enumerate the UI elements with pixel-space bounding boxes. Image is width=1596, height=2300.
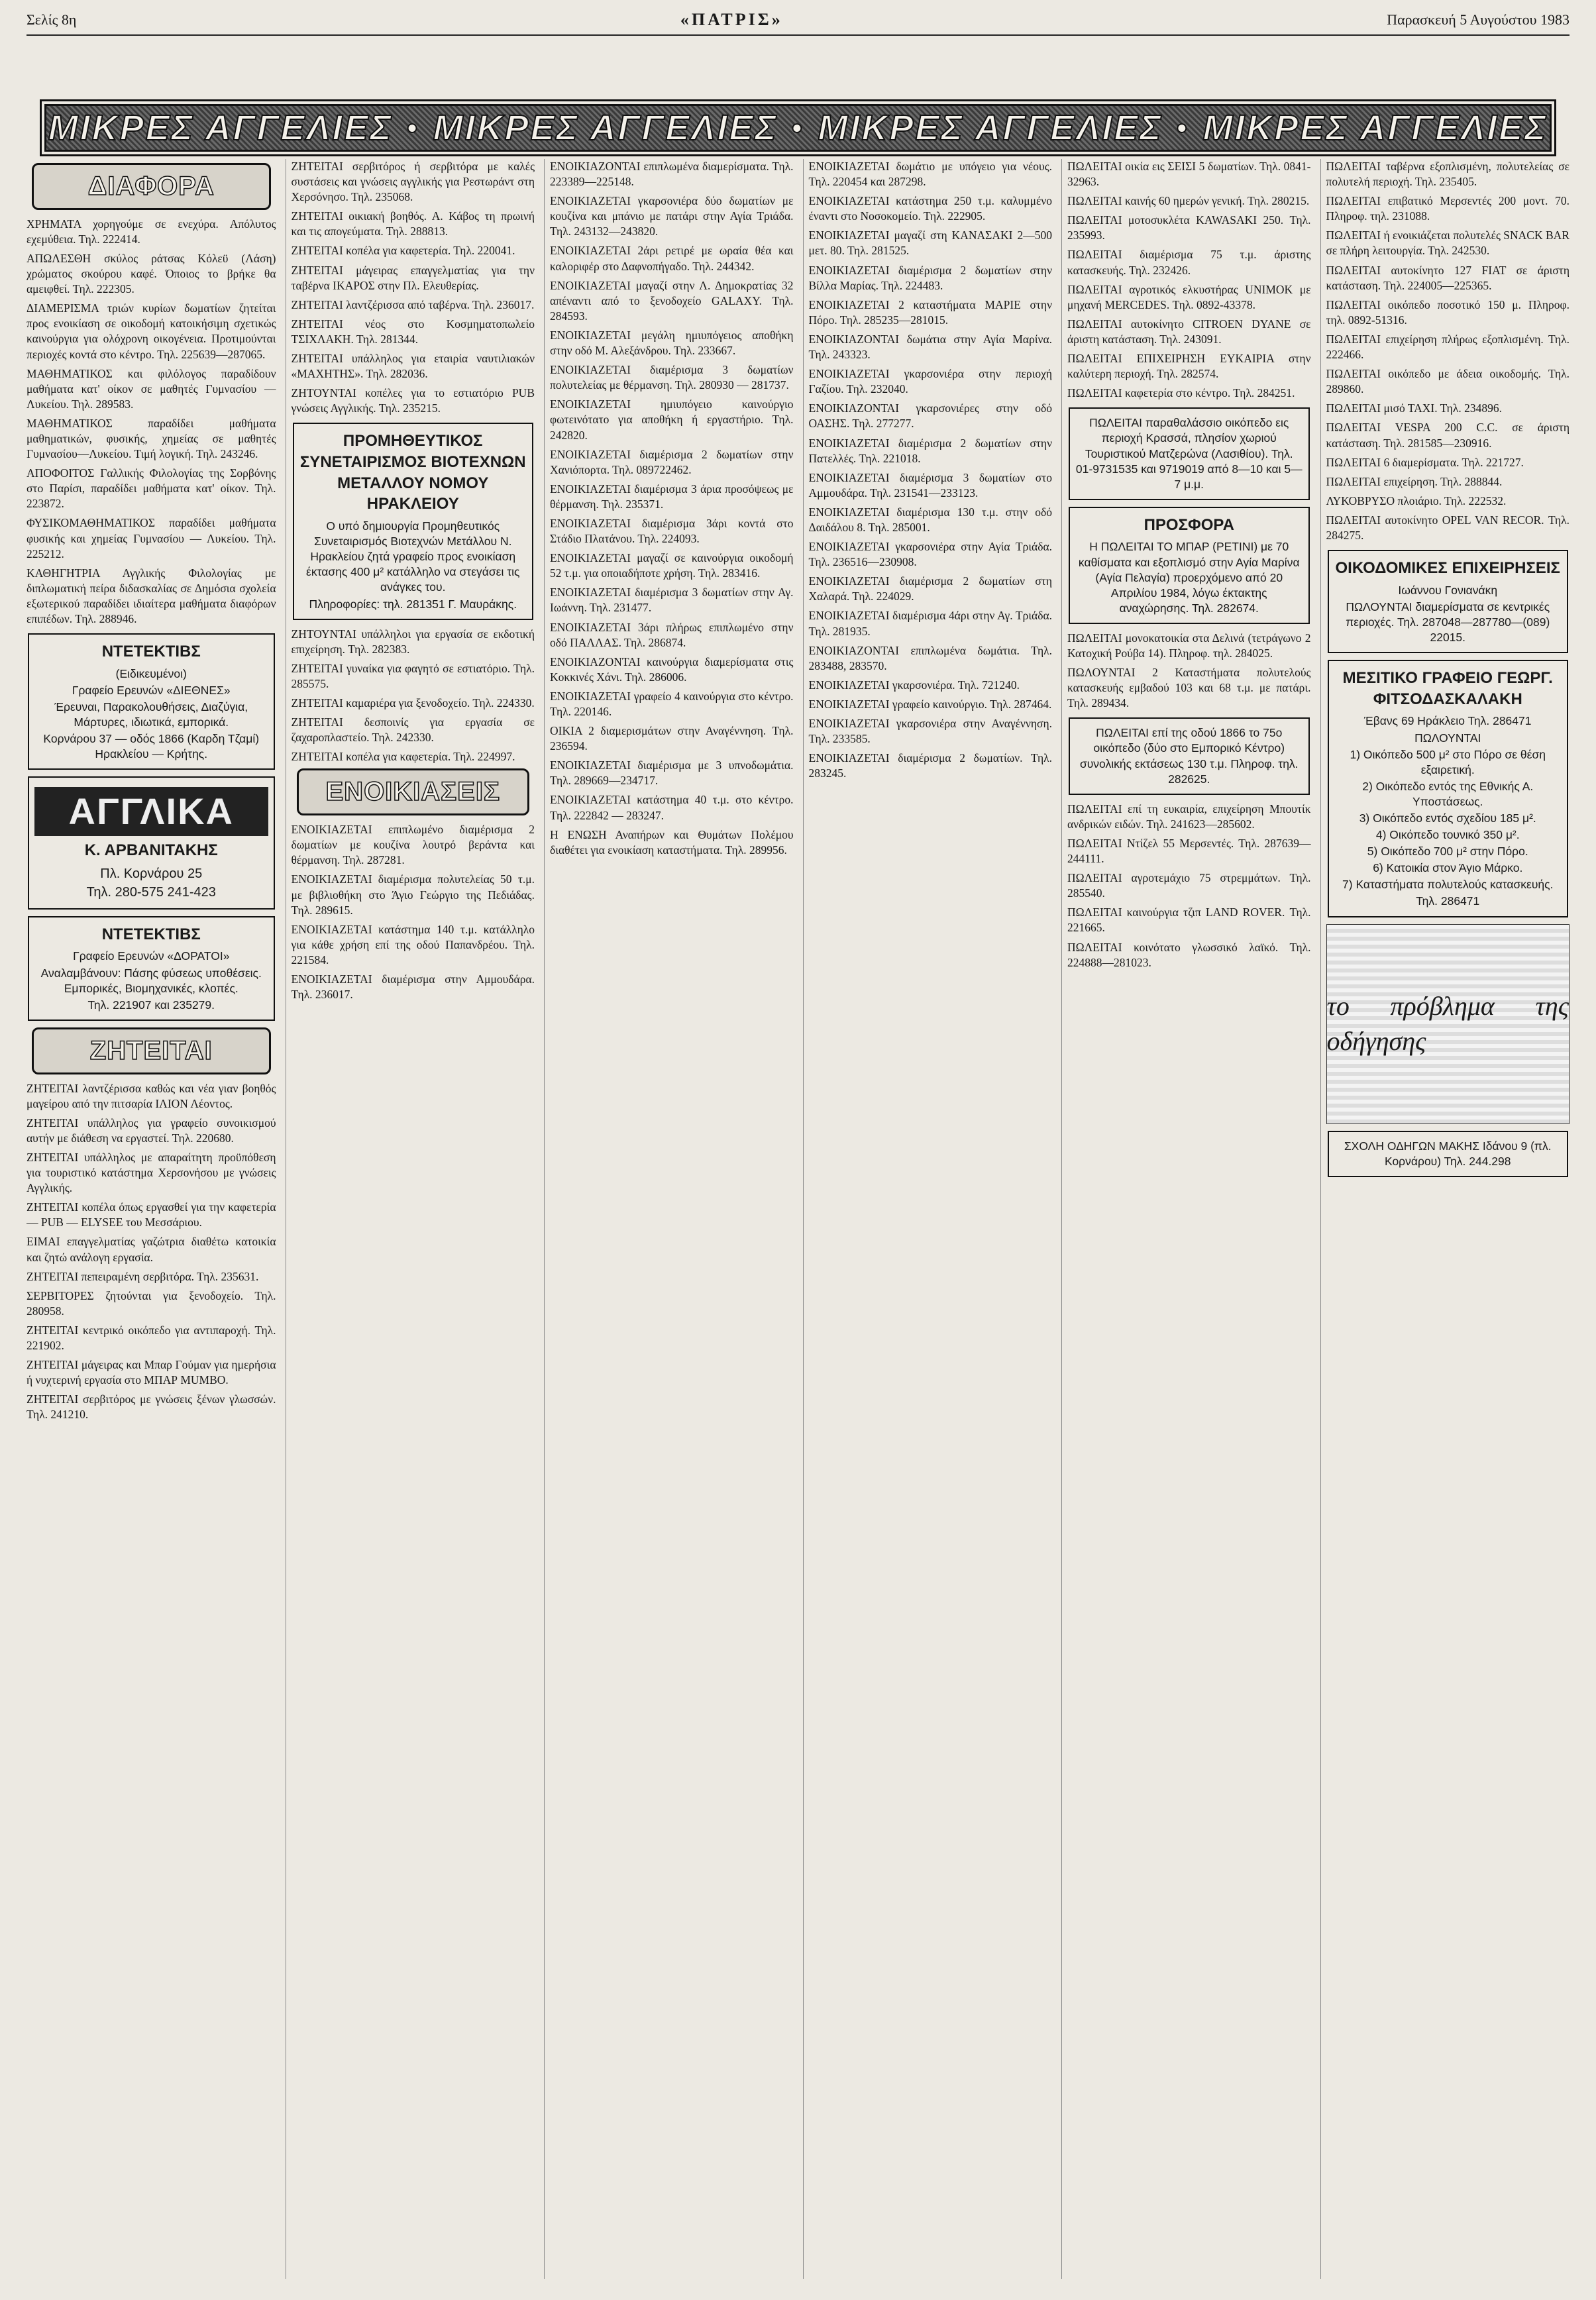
classified-ad: ΦΥΣΙΚΟΜΑΘΗΜΑΤΙΚΟΣ παραδίδει μαθήματα φυσικής και χημείας Γυμνασίου — Λυκείου. Τηλ. 225212. <box>27 516 276 560</box>
classified-ad: ΠΩΛΕΙΤΑΙ 6 διαμερίσματα. Τηλ. 221727. <box>1326 455 1524 469</box>
box-line: ΠΩΛΟΥΝΤΑΙ διαμερίσματα σε κεντρικές περιοχές. Τηλ. 287048—287780—(089) 22015. <box>1346 600 1550 645</box>
classified-ad: ΠΩΛΕΙΤΑΙ αυτοκίνητο OPEL VAN RECOR. Τηλ. 284275. <box>1326 513 1569 542</box>
box-line: 2) Οικόπεδο εντός της Εθνικής Α. Υποστάσεως. <box>1362 779 1534 808</box>
page-header <box>27 5 1569 36</box>
classified-ad: ΕΝΟΙΚΙΑΖΟΝΤΑΙ επιπλωμένα διαμερίσματα. Τηλ. 223389—225148. <box>550 160 794 189</box>
column-4 <box>803 159 1053 2279</box>
column-3 <box>544 159 794 2279</box>
box-title: ΠΡΟΣΦΟΡΑ <box>1144 515 1234 534</box>
page-number: Σελίς 8η <box>27 11 77 28</box>
english-lessons-box <box>28 776 275 909</box>
classified-ad: ΕΝΟΙΚΙΑΖΕΤΑΙ διαμέρισμα 2 δωματίων στη Χαλαρά. Τηλ. 224029. <box>808 574 1052 603</box>
seaside-plot-box <box>1069 407 1310 499</box>
classified-ad: ΔΙΑΜΕΡΙΣΜΑ τριών κυρίων δωματίων ζητείται προς ενοικίαση σε οικοδομή κατοικήσιμη σχετικώς καινούργια για ολόχρονη οικογένεια. Προτιμούνται περιοχές κοντά στο κέντρο. Τηλ. 225639—287065. <box>27 301 276 361</box>
classified-ad: ΖΗΤΕΙΤΑΙ μάγειρας και Μπαρ Γούμαν για ημερήσια ή νυχτερινή εργασία στο ΜΠΑΡ MUMBO. <box>27 1358 276 1387</box>
classified-ad: ΖΗΤΕΙΤΑΙ υπάλληλος για εταιρία ναυτιλιακών «ΜΑΧΗΤΗΣ». Τηλ. 282036. <box>291 352 535 381</box>
classified-ad: ΕΝΟΙΚΙΑΖΕΤΑΙ 2άρι ρετιρέ με ωραία θέα και καλοριφέρ στο Δαφνοπήγαδο. Τηλ. 244342. <box>550 244 794 273</box>
classifieds-columns <box>27 159 1569 2279</box>
classified-ad: ΕΝΟΙΚΙΑΖΕΤΑΙ διαμέρισμα 3άρι κοντά στο Στάδιο Πλατάνου. Τηλ. 224093. <box>550 516 794 546</box>
box-line: (Ειδικευμένοι) <box>115 666 187 680</box>
classified-ad: ΕΝΟΙΚΙΑΖΕΤΑΙ διαμέρισμα 3 άρια προσόψεως με θέρμανση. Τηλ. 235371. <box>550 482 794 511</box>
teacher-phones: Τηλ. 280-575 241-423 <box>86 885 216 900</box>
classified-ad: Η ΕΝΩΣΗ Αναπήρων και Θυμάτων Πολέμου διαθέτει για ενοικίαση καταστήματα. Τηλ. 289956. <box>550 827 794 857</box>
classified-ad: ΖΗΤΕΙΤΑΙ σερβιτόρος ή σερβιτόρα με καλές συστάσεις και γνώσεις αγγλικής για Ρεστωράντ στη Χερσόνησο. Τηλ. 235068. <box>291 160 535 204</box>
classified-ad: ΖΗΤΕΙΤΑΙ λαντζέρισσα από ταβέρνα. Τηλ. 236017. <box>291 297 535 311</box>
classified-ad: ΕΝΟΙΚΙΑΖΟΝΤΑΙ δωμάτια στην Αγία Μαρίνα. Τηλ. 243323. <box>808 332 1052 362</box>
classified-ad: ΕΝΟΙΚΙΑΖΕΤΑΙ διαμέρισμα 3 δωματίων πολυτελείας με θέρμανση. Τηλ. 280930 — 281737. <box>550 363 794 392</box>
column-2 <box>286 159 535 2279</box>
classified-ad: ΠΩΛΕΙΤΑΙ επί τη ευκαιρία, επιχείρηση Μπουτίκ ανδρικών ειδών. Τηλ. 241623—285602. <box>1067 802 1311 831</box>
box-line: Κορνάρου 37 — οδός 1866 (Καρδη Τζαμί) Ηρακλείου — Κρήτης. <box>43 732 260 761</box>
classified-ad: ΜΑΘΗΜΑΤΙΚΟΣ και φιλόλογος παραδίδουν μαθήματα κατ' οίκον σε μαθητές Γυμνασίου — Λυκείου. Τηλ. 289583. <box>27 366 276 411</box>
classified-ad: ΠΩΛΕΙΤΑΙ κοινότατο γλωσσικό λαϊκό. Τηλ. 224888—281023. <box>1067 940 1311 969</box>
classified-ad: ΚΑΘΗΓΗΤΡΙΑ Αγγλικής Φιλολογίας με διπλωματική πείρα διδασκαλίας σε Δημόσια σχολεία εξωτερικού παραδίδει ιδιαίτερα μαθήματα διαφόρων επιπέδων. Τηλ. 288946. <box>27 566 276 626</box>
classified-ad: ΕΝΟΙΚΙΑΖΕΤΑΙ διαμέρισμα 2 δωματίων στην Πατελλές. Τηλ. 221018. <box>808 436 1052 465</box>
metal-cooperative-box <box>293 423 534 619</box>
newspaper-title: «ΠΑΤΡΙΣ» <box>680 10 783 29</box>
classified-ad: ΕΝΟΙΚΙΑΖΕΤΑΙ γραφείο 4 καινούργια στο κέντρο. Τηλ. 220146. <box>550 689 794 718</box>
classified-ad: ΖΗΤΕΙΤΑΙ κεντρικό οικόπεδο για αντιπαροχή. Τηλ. 221902. <box>27 1323 276 1352</box>
classified-ad: ΣΕΡΒΙΤΟΡΕΣ ζητούνται για ξενοδοχείο. Τηλ. 280958. <box>27 1288 276 1318</box>
section-heading-wanted: ΖΗΤΕΙΤΑΙ <box>32 1027 271 1074</box>
classified-ad: ΠΩΛΕΙΤΑΙ καφετερία στο κέντρο. Τηλ. 284251. <box>1067 386 1295 400</box>
box-title: ΜΕΣΙΤΙΚΟ ΓΡΑΦΕΙΟ ΓΕΩΡΓ. ΦΙΤΣΟΔΑΣΚΑΛΑΚΗ <box>1342 669 1553 708</box>
classified-ad: ΕΝΟΙΚΙΑΖΕΤΑΙ διαμέρισμα 3 δωματίων στο Αμμουδάρα. Τηλ. 231541—233123. <box>808 470 1052 499</box>
classified-ad: ΕΝΟΙΚΙΑΖΕΤΑΙ μαγαζί στην Λ. Δημοκρατίας 32 απέναντι από το ξενοδοχείο GALAXY. Τηλ. 284593. <box>550 278 794 323</box>
box-line: Έρευναι, Παρακολουθήσεις, Διαζύγια, Μάρτυρες, ιδιωτικά, εμπορικά. <box>54 700 248 729</box>
box-line: Αναλαμβάνουν: Πάσης φύσεως υποθέσεις. Εμπορικές, Βιομηχανικές, κλοπές. <box>40 966 262 995</box>
classified-ad: ΧΡΗΜΑΤΑ χορηγούμε σε ενεχύρα. Απόλυτος εχεμύθεια. Τηλ. 222414. <box>27 217 276 246</box>
classified-ad: ΕΝΟΙΚΙΑΖΕΤΑΙ διαμέρισμα πολυτελείας 50 τ.μ. με βιβλιοθήκη στο Άγιο Γεώργιο της Πεδιάδας. Τηλ. 289615. <box>291 872 535 917</box>
classified-ad: ΠΩΛΕΙΤΑΙ καινής 60 ημερών γενική. Τηλ. 280215. <box>1067 194 1310 208</box>
section-heading-misc: ΔΙΑΦΟΡΑ <box>32 163 271 210</box>
plot-1866-box <box>1069 717 1310 794</box>
classified-ad: ΖΗΤΕΙΤΑΙ οικιακή βοηθός. Α. Κάβος τη πρωινή και τις απογεύματα. Τηλ. 288813. <box>291 209 535 238</box>
classified-ad: ΕΝΟΙΚΙΑΖΕΤΑΙ μαγαζί στη ΚΑΝΑΣΑΚΙ 2—500 μετ. 80. Τηλ. 281525. <box>808 229 1052 258</box>
classified-ad: ΕΝΟΙΚΙΑΖΕΤΑΙ γκαρσονιέρα. Τηλ. 721240. <box>808 678 1020 692</box>
banner-separator-1: ● <box>406 117 421 138</box>
classified-ad: ΕΝΟΙΚΙΑΖΕΤΑΙ γκαρσονιέρα δύο δωματίων με κουζίνα και μπάνιο με πατάρι στην Αγία Τριάδα. Τηλ. 243132—243820. <box>550 194 794 238</box>
classified-ad: ΖΗΤΕΙΤΑΙ λαντζέρισσα καθώς και νέα γιαν βοηθός μαγείρου από την πιτσαρία ΙΛΙΟΝ Λέοντος. <box>27 1081 276 1110</box>
classified-ad: ΕΝΟΙΚΙΑΖΕΤΑΙ δωμάτιο με υπόγειο για νέους. Τηλ. 220454 και 287298. <box>808 160 1052 189</box>
classified-ad: ΠΩΛΕΙΤΑΙ οικόπεδο ποσοτικό 150 μ. Πληροφ. τηλ. 0892-51316. <box>1326 297 1569 327</box>
banner-title-2: ΜΙΚΡΕΣ ΑΓΓΕΛΙΕΣ <box>433 108 778 148</box>
classified-ad: ΕΝΟΙΚΙΑΖΕΤΑΙ 2 καταστήματα ΜΑΡΙΕ στην Πόρο. Τηλ. 285235—281015. <box>808 297 1052 327</box>
classifieds-banner <box>40 99 1556 156</box>
classified-ad: ΕΝΟΙΚΙΑΖΕΤΑΙ κατάστημα 250 τ.μ. καλυμμένο έναντι στο Νοσοκομείο. Τηλ. 222905. <box>808 194 1052 223</box>
detective-dorati-box <box>28 916 275 1021</box>
classified-ad: ΠΩΛΕΙΤΑΙ μοτοσυκλέτα KAWASAKI 250. Τηλ. 235993. <box>1067 213 1311 242</box>
classified-ad: ΖΗΤΕΙΤΑΙ υπάλληλος με απαραίτητη προϋπόθεση για τουριστικό κατάστημα Χερσονήσου με γνώσεις Αγγλικής. <box>27 1150 276 1195</box>
classified-ad: ΑΠΩΛΕΣΘΗ σκύλος ράτσας Κόλεϋ (Λάση) χρώματος σκούρου καφέ. Όποιος το βρήκε θα αμειφθεί. Τηλ. 222305. <box>27 251 276 296</box>
classified-ad: ΕΝΟΙΚΙΑΖΕΤΑΙ διαμέρισμα 2 δωματίων στην Χανιόπορτα. Τηλ. 089722462. <box>550 447 794 476</box>
classified-ad: ΕΝΟΙΚΙΑΖΕΤΑΙ διαμέρισμα 3 δωματίων στην Αγ. Ιωάννη. Τηλ. 231477. <box>550 586 794 615</box>
column-1 <box>27 159 276 2279</box>
classified-ad: ΠΩΛΟΥΝΤΑΙ 2 Καταστήματα πολυτελούς κατασκευής εμβαδού 103 και 68 τ.μ. με πατάρι. Τηλ. 289434. <box>1067 666 1311 710</box>
detective-agency-box <box>28 633 275 770</box>
classified-ad: ΠΩΛΕΙΤΑΙ επιχείρηση. Τηλ. 288844. <box>1326 474 1503 488</box>
classified-ad: ΕΝΟΙΚΙΑΖΕΤΑΙ 3άρι πλήρως επιπλωμένο στην οδό ΠΑΛΛΑΣ. Τηλ. 286874. <box>550 620 794 649</box>
classified-ad: ΕΝΟΙΚΙΑΖΕΤΑΙ διαμέρισμα στην Αμμουδάρα. Τηλ. 236017. <box>291 972 535 1002</box>
classified-ad: ΕΙΜΑΙ επαγγελματίας γαζώτρια διαθέτω κατοικία και ζητώ ανάλογη εργασία. <box>27 1235 276 1264</box>
classified-ad: ΠΩΛΕΙΤΑΙ διαμέρισμα 75 τ.μ. άριστης κατασκευής. Τηλ. 232426. <box>1067 248 1311 277</box>
box-line: Τηλ. 221907 και 235279. <box>87 998 215 1012</box>
banner-title-3: ΜΙΚΡΕΣ ΑΓΓΕΛΙΕΣ <box>818 108 1163 148</box>
classified-ad: ΠΩΛΕΙΤΑΙ μισό ΤΑΧΙ. Τηλ. 234896. <box>1326 401 1502 415</box>
cartoon-caption: το πρόβλημα της οδήγησης <box>1326 990 1569 1056</box>
classified-ad: ΖΗΤΕΙΤΑΙ υπάλληλος για γραφείο συνοικισμού αυτήν με διάθεση να εργαστεί. Τηλ. 220680. <box>27 1116 276 1145</box>
classified-ad: ΠΩΛΕΙΤΑΙ VESPA 200 C.C. σε άριστη κατάσταση. Τηλ. 281585—230916. <box>1326 421 1569 450</box>
box-line: Ιωάννου Γονιανάκη <box>1398 583 1498 597</box>
box-line: 4) Οικόπεδο τουνικό 350 μ². <box>1375 828 1520 842</box>
classified-ad: ΠΩΛΕΙΤΑΙ αγροτικός ελκυστήρας UNIMOK με μηχανή MERCEDES. Τηλ. 0892-43378. <box>1067 282 1311 311</box>
classified-ad: ΠΩΛΕΙΤΑΙ αυτοκίνητο CITROEN DYANE σε άριστη κατάσταση. Τηλ. 243091. <box>1067 317 1311 346</box>
box-line: Γραφείο Ερευνών «ΔΙΕΘΝΕΣ» <box>72 683 231 697</box>
classified-ad: ΖΗΤΕΙΤΑΙ γυναίκα για φαγητό σε εστιατόριο. Τηλ. 285575. <box>291 661 535 690</box>
classified-ad: ΖΗΤΕΙΤΑΙ δεσποινίς για εργασία σε ζαχαροπλαστείο. Τηλ. 242330. <box>291 715 535 745</box>
classified-ad: ΠΩΛΕΙΤΑΙ οικόπεδο με άδεια οικοδομής. Τηλ. 289860. <box>1326 367 1569 396</box>
classified-ad: ΖΗΤΕΙΤΑΙ σερβιτόρος με γνώσεις ξένων γλωσσών. Τηλ. 241210. <box>27 1392 276 1422</box>
real-estate-agent-box <box>1328 660 1569 917</box>
box-line: 6) Κατοικία στον Άγιο Μάρκο. <box>1373 861 1523 875</box>
classified-ad: ΠΩΛΕΙΤΑΙ ταβέρνα εξοπλισμένη, πολυτελείας σε πολυτελή περιοχή. Τηλ. 235405. <box>1326 160 1569 189</box>
classified-ad: ΠΩΛΕΙΤΑΙ μονοκατοικία στα Δελινά (τετράγωνο 2 Κατοχική Ρούβα 14). Πληροφ. τηλ. 284025. <box>1067 631 1311 660</box>
classified-ad: ΖΗΤΕΙΤΑΙ μάγειρας επαγγελματίας για την ταβέρνα ΙΚΑΡΟΣ στην Πλ. Ελευθερίας. <box>291 263 535 292</box>
classified-ad: ΕΝΟΙΚΙΑΖΕΤΑΙ γκαρσονιέρα στην Αναγέννηση. Τηλ. 233585. <box>808 717 1052 746</box>
banner-title-4: ΜΙΚΡΕΣ ΑΓΓΕΛΙΕΣ <box>1202 108 1548 148</box>
classified-ad: ΖΗΤΕΙΤΑΙ πεπειραμένη σερβιτόρα. Τηλ. 235631. <box>27 1269 259 1283</box>
classified-ad: ΕΝΟΙΚΙΑΖΕΤΑΙ διαμέρισμα 4άρι στην Αγ. Τριάδα. Τηλ. 281935. <box>808 609 1052 638</box>
box-line: ΠΩΛΕΙΤΑΙ επί της οδού 1866 το 75ο οικόπεδο (δύο στο Εμπορικό Κέντρο) συνολικής εκτάσεως 130 τ.μ. Πληροφ. τηλ. 282625. <box>1079 726 1299 786</box>
classified-ad: ΕΝΟΙΚΙΑΖΟΝΤΑΙ επιπλωμένα δωμάτια. Τηλ. 283488, 283570. <box>808 643 1052 672</box>
classified-ad: ΕΝΟΙΚΙΑΖΟΝΤΑΙ γκαρσονιέρες στην οδό ΟΑΣΗΣ. Τηλ. 277277. <box>808 401 1052 431</box>
classified-ad: ΕΝΟΙΚΙΑΖΟΝΤΑΙ καινούργια διαμερίσματα στις Κοκκινές Χάνι. Τηλ. 286006. <box>550 654 794 684</box>
classified-ad: ΖΗΤΟΥΝΤΑΙ υπάλληλοι για εργασία σε εκδοτική επιχείρηση. Τηλ. 282383. <box>291 627 535 656</box>
teacher-address: Πλ. Κορνάρου 25 <box>100 866 203 881</box>
classified-ad: ΠΩΛΕΙΤΑΙ αυτοκίνητο 127 FIAT σε άριστη κατάσταση. Τηλ. 224005—225365. <box>1326 263 1569 292</box>
classified-ad: ΖΗΤΕΙΤΑΙ κοπέλα όπως εργασθεί για την καφετερία — PUB — ELYSEE του Μεσσάριου. <box>27 1200 276 1229</box>
classified-ad: ΕΝΟΙΚΙΑΖΕΤΑΙ κατάστημα 140 τ.μ. κατάλληλο για κάθε χρήση επί της οδού Παπανδρέου. Τηλ. 221584. <box>291 922 535 967</box>
box-title: ΟΙΚΟΔΟΜΙΚΕΣ ΕΠΙΧΕΙΡΗΣΕΙΣ <box>1335 559 1560 578</box>
classified-ad: ΖΗΤΕΙΤΑΙ κοπέλα για καφετερία. Τηλ. 220041. <box>291 244 515 258</box>
classified-ad: ΖΗΤΕΙΤΑΙ καμαριέρα για ξενοδοχείο. Τηλ. 224330. <box>291 696 535 710</box>
classified-ad: ΕΝΟΙΚΙΑΖΕΤΑΙ διαμέρισμα 2 δωματίων στην Βίλλα Μαρίας. Τηλ. 224483. <box>808 263 1052 292</box>
classified-ad: ΕΝΟΙΚΙΑΖΕΤΑΙ διαμέρισμα 130 τ.μ. στην οδό Δαιδάλου 8. Τηλ. 285001. <box>808 505 1052 534</box>
classified-ad: ΠΩΛΕΙΤΑΙ επιβατικό Μερσεντές 200 μοντ. 70. Πληροφ. τηλ. 231088. <box>1326 194 1569 223</box>
classified-ad: ΕΝΟΙΚΙΑΖΕΤΑΙ μεγάλη ημιυπόγειος αποθήκη στην οδό Μ. Αλεξάνδρου. Τηλ. 233667. <box>550 328 794 358</box>
driving-school-box <box>1328 1131 1569 1177</box>
banner-separator-2: ● <box>790 117 806 138</box>
column-6 <box>1320 159 1570 2279</box>
box-line: Η ΠΩΛΕΙΤΑΙ ΤΟ ΜΠΑΡ (ΡΕΤΙΝΙ) με 70 καθίσματα και εξοπλισμό στην Αγία Μαρίνα (Αγία Πελαγία) προερχόμενο από 20 Απριλίου 1984, λόγω έκτακτης αναχώρησης. Τηλ. 282674. <box>1078 540 1300 615</box>
publication-date: Παρασκευή 5 Αυγούστου 1983 <box>1387 11 1569 28</box>
classified-ad: ΕΝΟΙΚΙΑΖΕΤΑΙ ημιυπόγειο καινούργιο φωτεινότατο για αποθήκη ή εργαστήριο. Τηλ. 242820. <box>550 397 794 442</box>
box-line: 1) Οικόπεδο 500 μ² στο Πόρο σε θέση εξαιρετική. <box>1350 747 1546 776</box>
driving-cartoon-illustration <box>1326 924 1570 1124</box>
box-line: ΣΧΟΛΗ ΟΔΗΓΩΝ ΜΑΚΗΣ Ιδάνου 9 (πλ. Κορνάρου) Τηλ. 244.298 <box>1344 1139 1552 1168</box>
teacher-name: Κ. ΑΡΒΑΝΙΤΑΚΗΣ <box>84 841 218 860</box>
classified-ad: ΖΗΤΟΥΝΤΑΙ κοπέλες για το εστιατόριο PUB γνώσεις Αγγλικής. Τηλ. 235215. <box>291 386 535 415</box>
classified-ad: ΠΩΛΕΙΤΑΙ ή ενοικιάζεται πολυτελές SNACK BAR σε πλήρη λειτουργία. Τηλ. 242530. <box>1326 229 1569 258</box>
classified-ad: ΕΝΟΙΚΙΑΖΕΤΑΙ γραφείο καινούργιο. Τηλ. 287464. <box>808 697 1052 711</box>
box-line: ΠΩΛΕΙΤΑΙ παραθαλάσσιο οικόπεδο εις περιοχή Κρασσά, πλησίον χωριού Τουριστικού Ματζερώνα (Λασιθίου). Τηλ. 01-9731535 και 9719019 από 8—10 και 5—7 μ.μ. <box>1075 416 1303 491</box>
box-line: Ο υπό δημιουργία Προμηθευτικός Συνεταιρισμός Βιοτεχνών Μετάλλου Ν. Ηρακλείου ζητά γραφείο προς ενοικίαση έκτασης 400 μ² κατάλληλο να στεγάσει τις ανάγκες του. <box>306 519 520 594</box>
classified-ad: ΠΩΛΕΙΤΑΙ ΕΠΙΧΕΙΡΗΣΗ ΕΥΚΑΙΡΙΑ στην καλύτερη περιοχή. Τηλ. 282574. <box>1067 352 1311 381</box>
box-line: 3) Οικόπεδο εντός σχεδίου 185 μ². <box>1359 811 1536 825</box>
box-line: ΠΩΛΟΥΝΤΑΙ <box>1414 731 1481 745</box>
box-title: ΝΤΕΤΕΚΤΙΒΣ <box>101 925 201 943</box>
banner-title-1: ΜΙΚΡΕΣ ΑΓΓΕΛΙΕΣ <box>48 108 394 148</box>
classified-ad: ΕΝΟΙΚΙΑΖΕΤΑΙ γκαρσονιέρα στην περιοχή Γαζίου. Τηλ. 232040. <box>808 367 1052 396</box>
classified-ad: ΕΝΟΙΚΙΑΖΕΤΑΙ μαγαζί σε καινούργια οικοδομή 52 τ.μ. για οποιαδήποτε χρήση. Τηλ. 283416. <box>550 551 794 580</box>
classified-ad: ΕΝΟΙΚΙΑΖΕΤΑΙ διαμέρισμα με 3 υπνοδωμάτια. Τηλ. 289669—234717. <box>550 758 794 788</box>
english-title: ΑΓΓΛΙΚΑ <box>34 787 268 836</box>
column-5 <box>1061 159 1311 2279</box>
section-heading-rentals: ΕΝΟΙΚΙΑΣΕΙΣ <box>297 768 530 815</box>
classified-ad: ΠΩΛΕΙΤΑΙ καινούργια τζιπ LAND ROVER. Τηλ. 221665. <box>1067 906 1311 935</box>
box-line: Έβανς 69 Ηράκλειο Τηλ. 286471 <box>1364 714 1532 728</box>
classified-ad: ΠΩΛΕΙΤΑΙ Ντίζελ 55 Μερσεντές. Τηλ. 287639—244111. <box>1067 836 1311 866</box>
classified-ad: ΕΝΟΙΚΙΑΖΕΤΑΙ γκαρσονιέρα στην Αγία Τριάδα. Τηλ. 236516—230908. <box>808 540 1052 569</box>
bar-offer-box <box>1069 507 1310 624</box>
box-title: ΠΡΟΜΗΘΕΥΤΙΚΟΣ ΣΥΝΕΤΑΙΡΙΣΜΟΣ ΒΙΟΤΕΧΝΩΝ ΜΕΤΑΛΛΟΥ ΝΟΜΟΥ ΗΡΑΚΛΕΙΟΥ <box>299 432 526 513</box>
classified-ad: ΠΩΛΕΙΤΑΙ οικία εις ΣΕΙΣΙ 5 δωματίων. Τηλ. 0841-32963. <box>1067 160 1311 189</box>
box-line: 7) Καταστήματα πολυτελούς κατασκευής. <box>1342 878 1554 892</box>
classified-ad: ΖΗΤΕΙΤΑΙ κοπέλα για καφετερία. Τηλ. 224997. <box>291 750 515 764</box>
classified-ad: ΟΙΚΙΑ 2 διαμερισμάτων στην Αναγέννηση. Τηλ. 236594. <box>550 724 794 753</box>
classified-ad: ΕΝΟΙΚΙΑΖΕΤΑΙ επιπλωμένο διαμέρισμα 2 δωματίων με κουζίνα λουτρό βεράντα και θέρμανση. Τηλ. 287281. <box>291 823 535 867</box>
classified-ad: ΑΠΟΦΟΙΤΟΣ Γαλλικής Φιλολογίας της Σορβόνης στο Παρίσι, παραδίδει μαθήματα κατ' οίκον. Τηλ. 223872. <box>27 466 276 511</box>
classified-ad: ΕΝΟΙΚΙΑΖΕΤΑΙ κατάστημα 40 τ.μ. στο κέντρο. Τηλ. 222842 — 283247. <box>550 793 794 822</box>
classified-ad: ΠΩΛΕΙΤΑΙ επιχείρηση πλήρως εξοπλισμένη. Τηλ. 222466. <box>1326 332 1569 362</box>
box-title: ΝΤΕΤΕΚΤΙΒΣ <box>101 643 201 661</box>
classified-ad: ΜΑΘΗΜΑΤΙΚΟΣ παραδίδει μαθήματα μαθηματικών, φυσικής, χημείας σε μαθητές Γυμνασίου—Λυκείου. Τιμή λογική. Τηλ. 243246. <box>27 416 276 461</box>
classified-ad: ΖΗΤΕΙΤΑΙ νέος στο Κοσμηματοπωλείο ΤΣΙΧΛΑΚΗ. Τηλ. 281344. <box>291 317 535 346</box>
box-line: Τηλ. 286471 <box>1416 894 1480 908</box>
box-line: 5) Οικόπεδο 700 μ² στην Πόρο. <box>1367 845 1528 859</box>
classified-ad: ΛΥΚΟΒΡΥΣΟ πλοιάριο. Τηλ. 222532. <box>1326 494 1507 507</box>
box-line: Πληροφορίες: τηλ. 281351 Γ. Μαυράκης. <box>309 597 517 611</box>
construction-company-box <box>1328 550 1569 653</box>
banner-separator-3: ● <box>1175 117 1190 138</box>
classified-ad: ΠΩΛΕΙΤΑΙ αγροτεμάχιο 75 στρεμμάτων. Τηλ. 285540. <box>1067 871 1311 900</box>
classified-ad: ΕΝΟΙΚΙΑΖΕΤΑΙ διαμέρισμα 2 δωματίων. Τηλ. 283245. <box>808 751 1052 780</box>
box-line: Γραφείο Ερευνών «ΔΟΡΑΤΟΙ» <box>73 949 230 963</box>
